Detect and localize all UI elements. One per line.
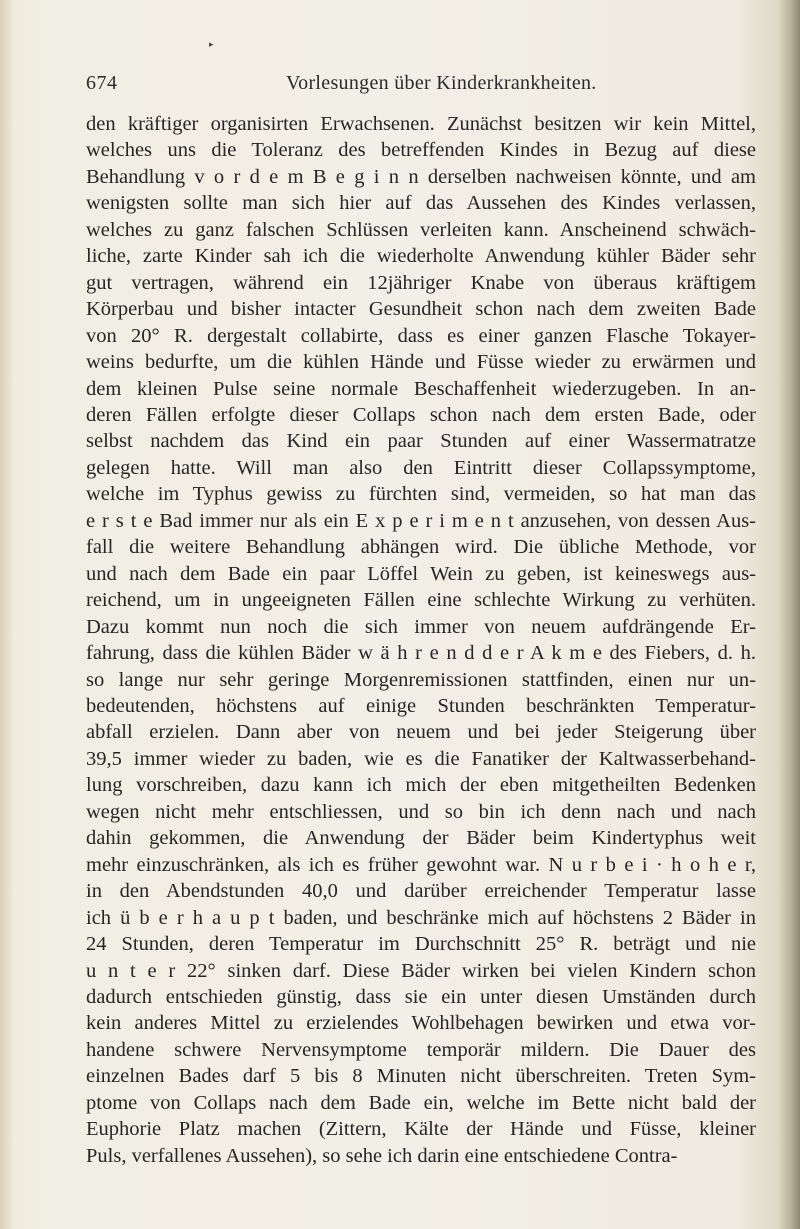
text-line: den kräftiger organisirten Erwachsenen. Zunächst besitzen wir kein Mittel, bbox=[86, 113, 756, 135]
text-line: einzelnen Bades darf 5 bis 8 Minuten nicht überschreiten. Treten Sym- bbox=[86, 1065, 756, 1088]
page-header bbox=[86, 72, 766, 106]
text-line: in den Abendstunden 40,0 und darüber erreichender Temperatur lasse bbox=[86, 880, 756, 903]
body-text bbox=[86, 111, 756, 1169]
text-line: welches zu ganz falschen Schlüssen verleiten kann. Anscheinend schwäch- bbox=[86, 218, 756, 241]
text-line: Behandlung v o r d e m B e g i n n derselben nachweisen könnte, und am bbox=[86, 165, 756, 188]
text-line: abfall erzielen. Dann aber von neuem und bei jeder Steigerung über bbox=[86, 721, 756, 744]
text-line: welche im Typhus gewiss zu fürchten sind, vermeiden, so hat man das bbox=[86, 483, 756, 506]
running-head: Vorlesungen über Kinderkrankheiten. bbox=[286, 72, 597, 94]
text-line: so lange nur sehr geringe Morgenremissionen stattfinden, einen nur un- bbox=[86, 668, 756, 691]
text-line: fahrung, dass die kühlen Bäder w ä h r e n d d e r A k m e des Fiebers, d. h. bbox=[86, 642, 756, 665]
text-line: weins bedurfte, um die kühlen Hände und Füsse wieder zu erwärmen und bbox=[86, 351, 756, 374]
text-line: mehr einzuschränken, als ich es früher gewohnt war. N u r b e i · h o h e r, bbox=[86, 853, 756, 876]
text-line: gelegen hatte. Will man also den Eintritt dieser Collapssymptome, bbox=[86, 456, 756, 479]
text-line: lung vorschreiben, dazu kann ich mich der eben mitgetheilten Bedenken bbox=[86, 774, 756, 797]
text-line: gut vertragen, während ein 12jähriger Knabe von überaus kräftigem bbox=[86, 271, 756, 294]
text-line: ptome von Collaps nach dem Bade ein, welche im Bette nicht bald der bbox=[86, 1091, 756, 1114]
text-line: fall die weitere Behandlung abhängen wird. Die übliche Methode, vor bbox=[86, 536, 756, 559]
text-line: ich ü b e r h a u p t baden, und beschränke mich auf höchstens 2 Bäder in bbox=[86, 906, 756, 929]
text-line: und nach dem Bade ein paar Löffel Wein zu geben, ist keineswegs aus- bbox=[86, 562, 756, 585]
text-line: dahin gekommen, die Anwendung der Bäder beim Kindertyphus weit bbox=[86, 827, 756, 850]
text-line: u n t e r 22° sinken darf. Diese Bäder wirken bei vielen Kindern schon bbox=[86, 959, 756, 982]
text-line: wegen nicht mehr entschliessen, und so bin ich denn nach und nach bbox=[86, 800, 756, 823]
text-line: 39,5 immer wieder zu baden, wie es die Fanatiker der Kaltwasserbehand- bbox=[86, 747, 756, 770]
text-line: handene schwere Nervensymptome temporär mildern. Die Dauer des bbox=[86, 1038, 756, 1061]
printer-mark: ▸ bbox=[209, 40, 214, 50]
text-line: selbst nachdem das Kind ein paar Stunden auf einer Wassermatratze bbox=[86, 430, 756, 453]
page-edge-shadow bbox=[778, 0, 800, 1229]
text-line: kein anderes Mittel zu erzielendes Wohlbehagen bewirken und etwa vor- bbox=[86, 1012, 756, 1035]
text-line: liche, zarte Kinder sah ich die wiederholte Anwendung kühler Bäder sehr bbox=[86, 245, 756, 268]
text-line: deren Fällen erfolgte dieser Collaps schon nach dem ersten Bade, oder bbox=[86, 403, 756, 426]
text-line: Puls, verfallenes Aussehen), so sehe ich darin eine entschiedene Contra- bbox=[86, 1144, 678, 1167]
page-number: 674 bbox=[86, 72, 118, 94]
text-line: dem kleinen Pulse seine normale Beschaffenheit wiederzugeben. In an- bbox=[86, 377, 756, 400]
text-line: welches uns die Toleranz des betreffenden Kindes in Bezug auf diese bbox=[86, 139, 756, 162]
text-line: Dazu kommt nun noch die sich immer von neuem aufdrängende Er- bbox=[86, 615, 756, 638]
text-line: bedeutenden, höchstens auf einige Stunden beschränkten Temperatur- bbox=[86, 694, 756, 717]
text-line: reichend, um in ungeeigneten Fällen eine schlechte Wirkung zu verhüten. bbox=[86, 589, 756, 612]
page-gutter-shadow bbox=[0, 0, 14, 1229]
text-line: Körperbau und bisher intacter Gesundheit schon nach dem zweiten Bade bbox=[86, 298, 756, 321]
text-line: von 20° R. dergestalt collabirte, dass es einer ganzen Flasche Tokayer- bbox=[86, 324, 756, 347]
text-line: e r s t e Bad immer nur als ein E x p e r i m e n t anzusehen, von dessen Aus- bbox=[86, 509, 756, 532]
text-line: 24 Stunden, deren Temperatur im Durchschnitt 25° R. beträgt und nie bbox=[86, 933, 756, 956]
text-line: Euphorie Platz machen (Zittern, Kälte der Hände und Füsse, kleiner bbox=[86, 1118, 756, 1141]
text-line: wenigsten sollte man sich hier auf das Aussehen des Kindes verlassen, bbox=[86, 192, 756, 215]
text-line: dadurch entschieden günstig, dass sie ein unter diesen Umständen durch bbox=[86, 985, 756, 1008]
